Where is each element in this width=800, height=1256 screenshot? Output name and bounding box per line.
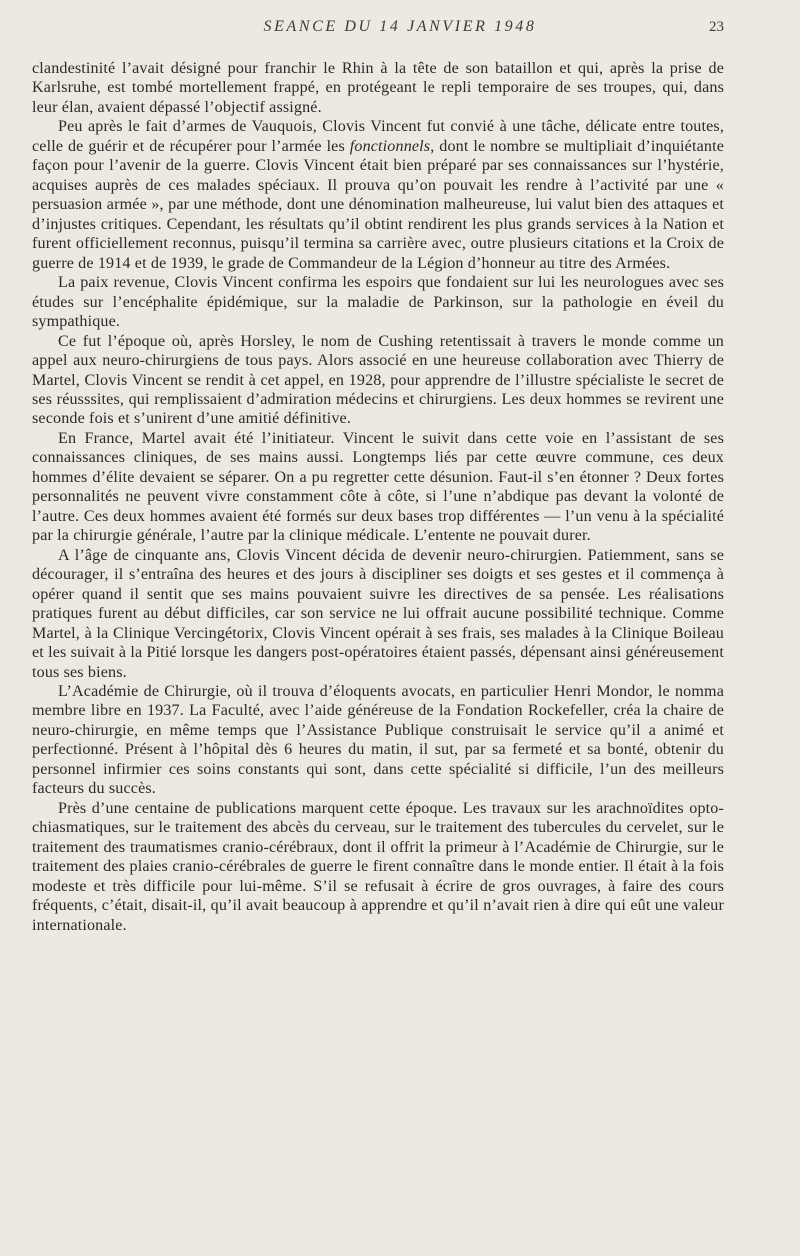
paragraph: Près d’une centaine de publications marquent cette époque. Les travaux sur les arachnoïdites opto-chiasmatiques, sur le traitement des abcès du cerveau, sur le traitement des tubercules du cervelet, sur le traitement des traumatismes cranio-cérébraux, dont il offrit la primeur à l’Académie de Chirurgie, sur le traitement des plaies cranio-cérébrales de guerre le firent connaître dans le monde entier. Il était à la fois modeste et très difficile pour lui-même. S’il se refusait à écrire de gros ouvrages, à faire des cours fréquents, c’était, disait-il, qu’il avait beaucoup à apprendre et qu’il n’avait rien à dire qui eût une valeur internationale. [32, 799, 724, 934]
paragraph: L’Académie de Chirurgie, où il trouva d’éloquents avocats, en particulier Henri Mondor, le nomma membre libre en 1937. La Faculté, avec l’aide généreuse de la Fondation Rockefeller, créa la chaire de neuro-chirurgie, en même temps que l’Assistance Publique construisait le service qu’il a animé et perfectionné. Présent à l’hôpital dès 6 heures du matin, il sut, par sa fermeté et sa bonté, obtenir du personnel infirmier ces soins constants qui sont, dans cette spécialité si difficile, l’un des meilleurs facteurs du succès. [32, 683, 724, 798]
paragraph: En France, Martel avait été l’initiateur. Vincent le suivit dans cette voie en l’assistant de ses connaissances cliniques, de ses mains aussi. Longtemps liés par cette œuvre commune, ces deux hommes d’élite devaient se séparer. On a pu regretter cette désunion. Faut-il s’en étonner ? Deux fortes personnalités ne peuvent vivre constamment côte à côte, si l’une n’abdique pas devant la volonté de l’autre. Ces deux hommes avaient été formés sur deux bases trop différentes — l’un venu à la spécialité par la chirurgie générale, l’autre par la clinique médicale. L’entente ne pouvait durer. [32, 429, 724, 545]
italic-term: fonctionnels [349, 137, 431, 155]
paragraph: A l’âge de cinquante ans, Clovis Vincent décida de devenir neuro-chirurgien. Patiemment, sans se décourager, il s’entraîna des heures et des jours à discipliner ses doigts et ses gestes et il commença à opérer quand il sentit que ses mains pouvaient suivre les directives de sa pensée. Les réalisations pratiques furent au début difficiles, car son service ne lui offrait aucune possibilité technique. Comme Martel, à la Clinique Vercingétorix, Clovis Vincent opérait à ses frais, ses malades à la Clinique Boileau et les suivait à la Pitié lorsque les dangers post-opératoires étaient passés, dépensant ainsi généreusement tous ses biens. [32, 546, 724, 681]
paragraph: Peu après le fait d’armes de Vauquois, Clovis Vincent fut convié à une tâche, délicate entre toutes, celle de guérir et de récupérer pour l’armée les fonctionnels, dont le nombre se multipliait d’inquiétante façon pour l’avenir de la guerre. Clovis Vincent était bien préparé par ses connaissances sur l’hystérie, acquises auprès de ces malades spéciaux. Il prouva qu’on pouvait les rendre à l’activité par une « persuasion armée », par une méthode, dont une dénomination malheureuse, lui valut bien des attaques et d’injustes critiques. Cependant, les résultats qu’il obtint rendirent les plus grands services à la Nation et furent officiellement reconnus, puisqu’il termina sa carrière avec, outre plusieurs citations et la Croix de guerre de 1914 et de 1939, le grade de Commandeur de la Légion d’honneur au titre des Armées. [32, 118, 724, 272]
body-text [32, 59, 724, 935]
page-number: 23 [709, 19, 724, 35]
running-header [0, 18, 800, 44]
header-title: SEANCE DU 14 JANVIER 1948 [263, 18, 537, 35]
paragraph: La paix revenue, Clovis Vincent confirma les espoirs que fondaient sur lui les neurologues avec ses études sur l’encéphalite épidémique, sur la maladie de Parkinson, sur la pathologie en éveil du sympathique. [32, 274, 724, 331]
paragraph: Ce fut l’époque où, après Horsley, le nom de Cushing retentissait à travers le monde comme un appel aux neuro-chirurgiens de tous pays. Alors associé en une heureuse collaboration avec Thierry de Martel, Clovis Vincent se rendit à cet appel, en 1928, pour apprendre de l’illustre spécialiste le secret de ses réusssites, qui remplissaient d’admiration médecins et chirurgiens. Les deux hommes se revirent une seconde fois et s’unirent d’une amitié définitive. [32, 332, 724, 428]
paragraph: clandestinité l’avait désigné pour franchir le Rhin à la tête de son bataillon et qui, après la prise de Karlsruhe, est tombé mortellement frappé, en protégeant le repli temporaire de ses troupes, qui, dans leur élan, avaient dépassé l’objectif assigné. [32, 60, 724, 116]
